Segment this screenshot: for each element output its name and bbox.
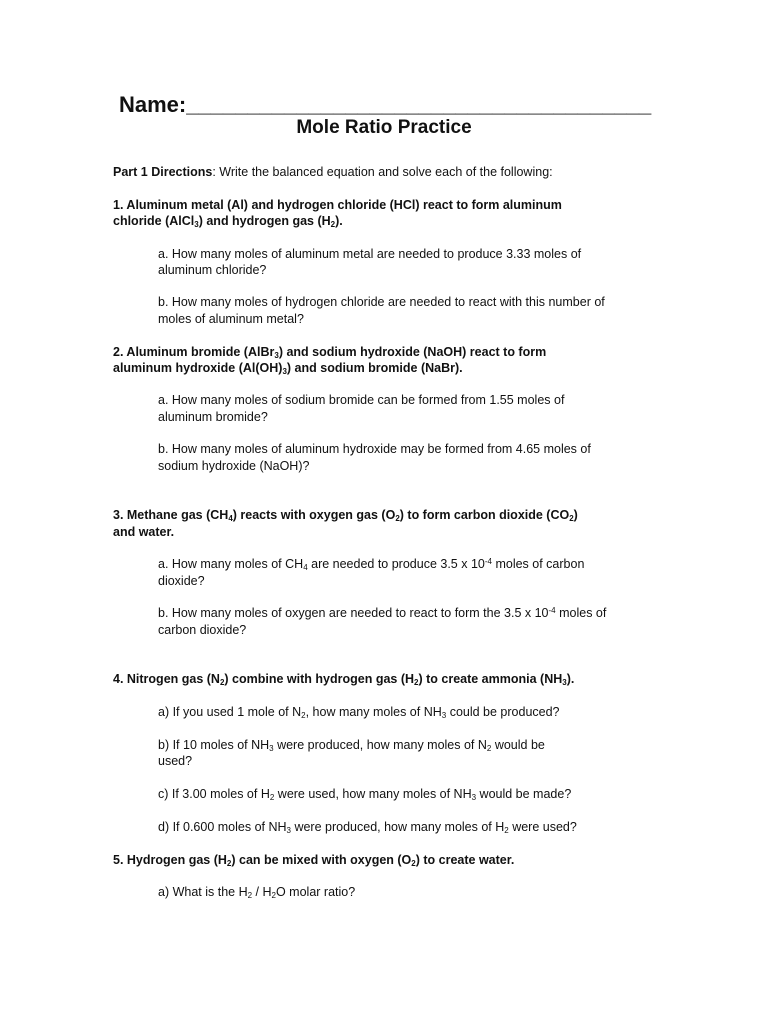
q3a-line1: a. How many moles of $CH_4$ are needed to produce 3.5 x $10^{-4}$ moles of carbon: [158, 557, 585, 572]
page-title: Mole Ratio Practice: [296, 117, 472, 138]
q4c: c) If 3.00 moles of $H_2$ were used, how many moles of $NH_3$ would be made?: [158, 787, 572, 802]
q2-heading-line2: aluminum hydroxide $(Al(OH)_3)$ and sodium bromide (NaBr).: [113, 361, 463, 376]
directions: [113, 164, 553, 181]
name-field-label: Name:______________________________________: [119, 92, 652, 117]
q3-heading-line1: 3. Methane gas $(CH_4)$ reacts with oxygen gas $(O_2)$ to form carbon dioxide $(CO_2)$: [113, 508, 578, 523]
q2-heading-line1: 2. Aluminum bromide (AlBr$_3$) and sodium hydroxide (NaOH) react to form: [113, 345, 547, 360]
q1b-line2: moles of aluminum metal?: [158, 312, 304, 326]
q4a: a) If you used 1 mole of $N_2$, how many moles of $NH_3$ could be produced?: [158, 705, 560, 720]
q1a-line1: a. How many moles of aluminum metal are needed to produce 3.33 moles of: [158, 247, 582, 261]
q5-heading: 5. Hydrogen gas $(H_2)$ can be mixed with oxygen $(O_2)$ to create water.: [113, 853, 515, 868]
q1a-line2: aluminum chloride?: [158, 263, 267, 277]
q1-heading-line2: chloride (AlCl$_3$) and hydrogen gas $(H_2)$.: [113, 214, 343, 229]
q4b-line1: b) If 10 moles of $NH_3$ were produced, how many moles of $N_2$ would be: [158, 738, 545, 753]
q3-heading-line2: and water.: [113, 525, 175, 539]
q1b-line1: b. How many moles of hydrogen chloride are needed to react with this number of: [158, 295, 605, 309]
q2a-line2: aluminum bromide?: [158, 410, 268, 424]
q2b-line1: b. How many moles of aluminum hydroxide may be formed from 4.65 moles of: [158, 442, 591, 456]
directions-label: Part 1 Directions: [113, 165, 213, 179]
q1-heading-line1: 1. Aluminum metal (Al) and hydrogen chloride (HCl) react to form aluminum: [113, 198, 562, 212]
q4d: d) If 0.600 moles of $NH_3$ were produced, how many moles of $H_2$ were used?: [158, 820, 577, 835]
q5a: a) What is the $H_2 / H_2O$ molar ratio?: [158, 885, 356, 900]
q3b-line2: carbon dioxide?: [158, 623, 247, 637]
q3b-line1: b. How many moles of oxygen are needed to react to form the 3.5 x $10^{-4}$ moles of: [158, 606, 607, 620]
q2b-line2: sodium hydroxide (NaOH)?: [158, 459, 310, 473]
q4-heading: 4. Nitrogen gas $(N_2)$ combine with hydrogen gas $(H_2)$ to create ammonia $(NH_3)$.: [113, 672, 575, 687]
q3a-line2: dioxide?: [158, 574, 205, 588]
q4b-line2: used?: [158, 754, 193, 768]
directions-text: : Write the balanced equation and solve each of the following:: [212, 165, 553, 179]
q2a-line1: a. How many moles of sodium bromide can be formed from 1.55 moles of: [158, 393, 565, 407]
